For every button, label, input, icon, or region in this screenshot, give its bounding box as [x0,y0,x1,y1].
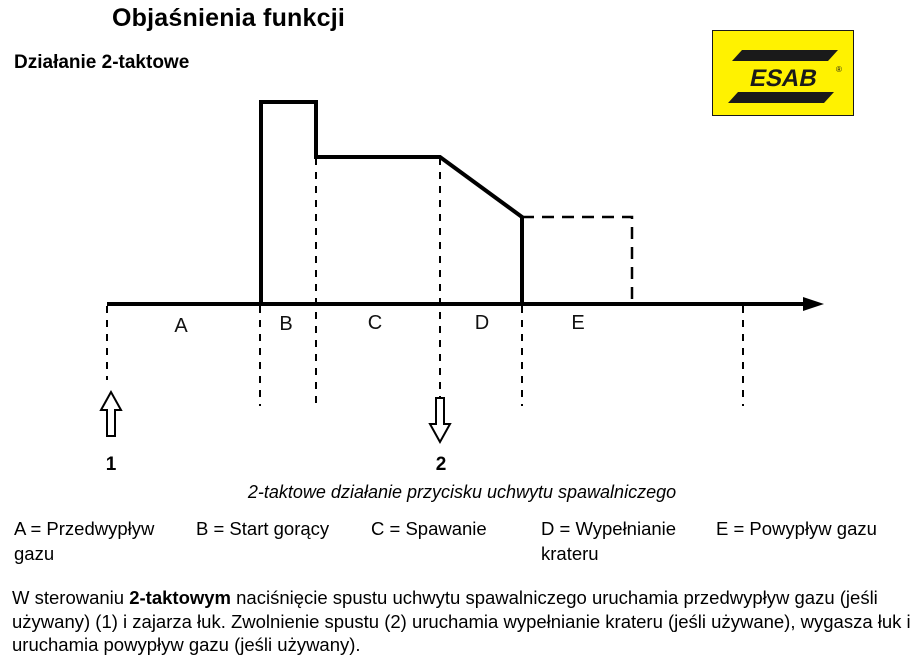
section-title: Działanie 2-taktowe [14,52,190,73]
legend-item-b: B = Start gorący [196,518,330,539]
logo-registered: ® [836,65,842,74]
description-bold: 2-taktowym [129,587,231,608]
legend-item-c: C = Spawanie [371,518,487,539]
time-axis-arrowhead [803,297,824,311]
arrow-down-icon [430,398,450,442]
postflow-dashed-outline [522,217,632,304]
description-part-1: W sterowaniu [12,587,130,608]
marker-label-1: 1 [105,454,117,475]
phase-label-a: A [174,315,188,337]
diagram-caption: 2-taktowe działanie przycisku uchwytu spawalniczego [247,482,677,502]
arrow-up-icon [101,392,121,436]
description-part-2: naciśnięcie spustu uchwytu spawalniczego uruchamia przedwypływ gazu (jeśli używany) (1) i zajarza łuk. Zwolnienie spustu (2) uruchamia wypełnianie krateru (jeśli używane), wygasza łuk i uruchamia powypływ gazu (jeśli używany). [12,587,911,655]
phase-label-c: C [367,312,383,334]
logo-bar-top [732,50,838,61]
page-title: Objaśnienia funkcji [112,4,346,32]
marker-label-2: 2 [435,454,447,475]
phase-label-e: E [571,312,585,334]
timing-diagram [0,80,924,480]
legend-item-e: E = Powypływ gazu [716,518,877,539]
phase-label-b: B [279,313,293,335]
current-waveform [107,102,743,304]
dashed-guides [107,158,743,406]
description-paragraph [12,586,924,657]
phase-label-d: D [474,312,490,334]
logo-text: ESAB [747,65,820,92]
legend-item-d: D = Wypełnianie krateru [541,518,677,564]
legend-item-a: A = Przedwypływ gazu [14,518,155,564]
